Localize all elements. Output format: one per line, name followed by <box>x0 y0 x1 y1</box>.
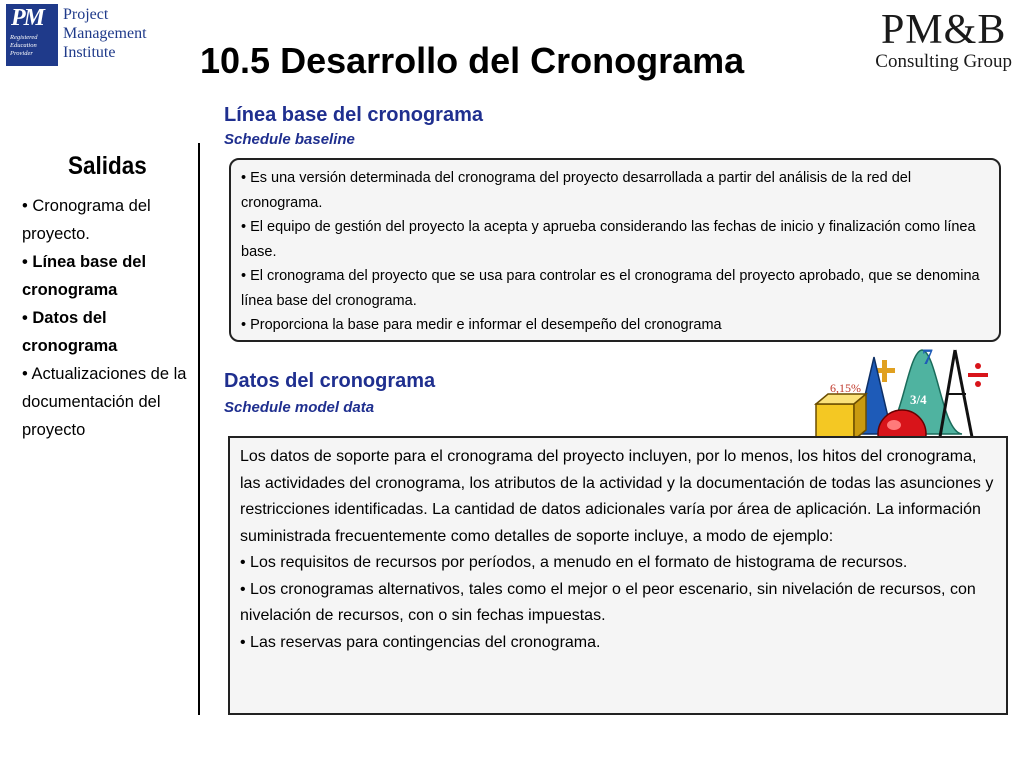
number-label: 7 <box>922 344 933 369</box>
model-data-bullets <box>240 550 996 656</box>
sidebar-list <box>22 192 200 444</box>
pmi-mark-text: PM <box>11 5 43 31</box>
pmi-tagline: Registered Education Provider <box>10 34 38 57</box>
model-data-bullet: • Los cronogramas alternativos, tales como el mejor o el peor escenario, sin nivelación de recursos, con nivelación de recursos, con o sin fechas impuestas. <box>240 580 976 624</box>
model-data-bullet: • Las reservas para contingencias del cronograma. <box>240 633 601 651</box>
baseline-subtitle: Schedule baseline <box>224 131 355 148</box>
baseline-bullet: • Es una versión determinada del cronograma del proyecto desarrollada a partir del análisis de la red del cronograma. <box>241 170 912 211</box>
baseline-bullet: • El equipo de gestión del proyecto la acepta y aprueba considerando las fechas de inicio y finalización como línea base. <box>241 219 976 260</box>
baseline-bullet: • Proporciona la base para medir e informar el desempeño del cronograma <box>241 317 722 333</box>
pmb-logo-subtitle: Consulting Group <box>875 51 1012 72</box>
pmb-logo-name: PM&B <box>880 7 1007 53</box>
baseline-box <box>229 158 1001 342</box>
model-data-subtitle: Schedule model data <box>224 399 375 416</box>
sidebar-item: • Datos del cronograma <box>22 309 118 355</box>
baseline-bullets <box>241 166 989 338</box>
baseline-title: Línea base del cronograma <box>224 104 483 126</box>
model-data-intro: Los datos de soporte para el cronograma del proyecto incluyen, por lo menos, los hitos del cronograma, las actividades del cronograma, los atributos de la actividad y la documentación de todas las asunciones y restricciones identificadas. La cantidad de datos adicionales varía por área de aplicación. La información suministrada frecuentemente como detalles de soporte incluye, a modo de ejemplo: <box>240 448 994 545</box>
sidebar-item: • Actualizaciones de la documentación del proyecto <box>22 365 187 439</box>
model-data-bullet: • Los requisitos de recursos por períodos, a menudo en el formato de histograma de recursos. <box>240 554 908 571</box>
division-sign-shape <box>975 363 981 369</box>
pmi-wordmark: Project Management Institute <box>63 6 147 61</box>
column-divider <box>198 143 200 715</box>
sidebar-item: • Cronograma del proyecto. <box>22 197 151 243</box>
sidebar-heading: Salidas <box>68 152 147 180</box>
fraction-label: 3/4 <box>910 392 927 407</box>
model-data-title: Datos del cronograma <box>224 370 436 392</box>
sidebar-item: • Línea base del cronograma <box>22 253 147 299</box>
percent-label: 6,15% <box>830 381 861 395</box>
baseline-bullet: • El cronograma del proyecto que se usa para controlar es el cronograma del proyecto aprobado, que se denomina línea base del cronograma. <box>241 268 980 309</box>
pmi-logo <box>6 4 152 68</box>
cube-shape <box>816 404 854 440</box>
page-title: 10.5 Desarrollo del Cronograma <box>200 40 745 81</box>
model-data-box <box>228 436 1008 715</box>
pmb-logo <box>875 8 1012 72</box>
pmi-mark <box>6 4 58 66</box>
